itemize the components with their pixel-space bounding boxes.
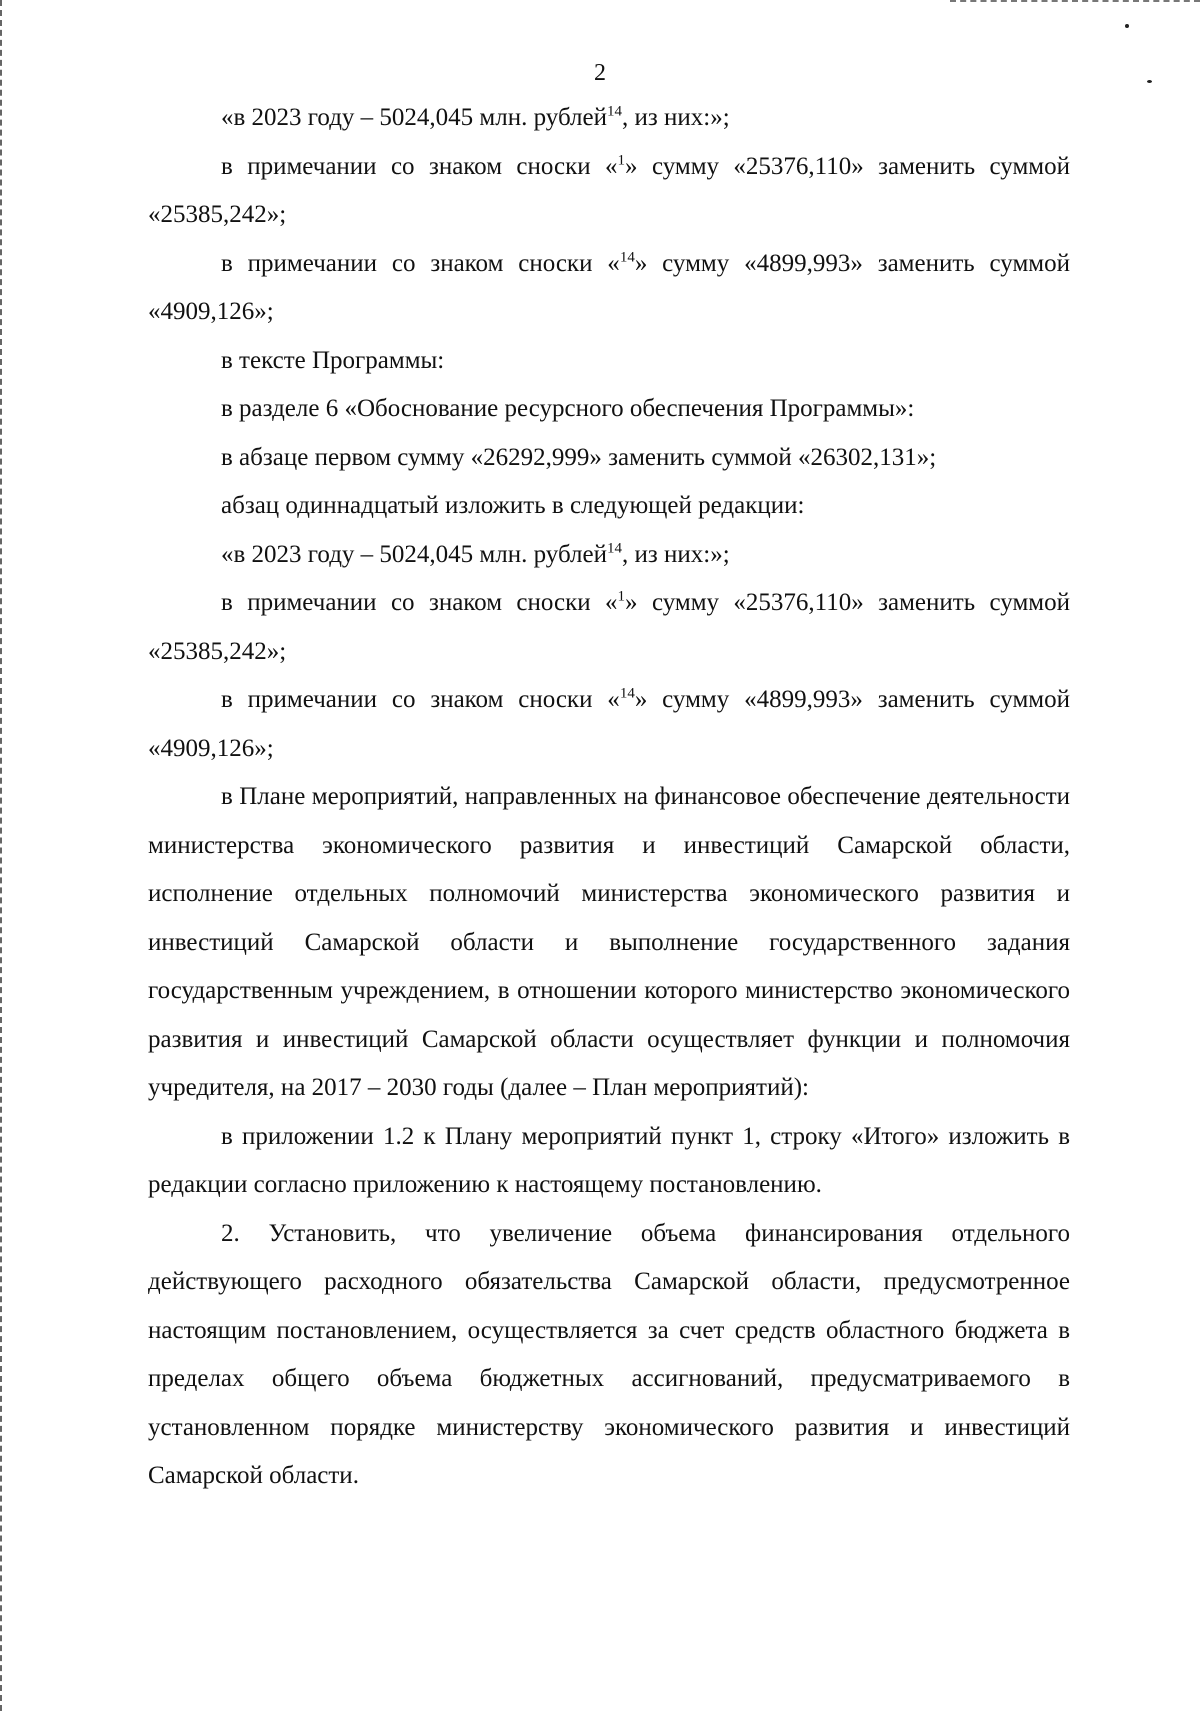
paragraph: абзац одиннадцатый изложить в следующей редакции: [221,492,805,519]
page-number: 2 [594,60,606,86]
scan-speck [1125,24,1129,28]
paragraph: «в 2023 году – 5024,045 млн. рублей$^{14}$, из них:»; [221,540,730,568]
paragraph: в абзаце первом сумму «26292,999» заменить суммой «26302,131»; [221,443,937,471]
paragraph: в приложении 1.2 к Плану мероприятий пункт 1, строку «Итого» изложить в редакции согласно приложению к настоящему постановлению. [148,1122,1070,1198]
scan-left-edge [0,0,5,1711]
paragraph: в примечании со знаком сноски «$^{14}$» сумму «4899,993» заменить суммой «4909,126»; [148,685,1070,762]
paragraph: «в 2023 году – 5024,045 млн. рублей$^{14}$, из них:»; [221,103,730,131]
paragraph: в разделе 6 «Обоснование ресурсного обеспечения Программы»: [221,395,915,422]
paragraph: в примечании со знаком сноски «$^1$» сумму «25376,110» заменить суммой «25385,242»; [148,152,1070,228]
paragraph: в тексте Программы: [221,346,445,374]
paragraph: в примечании со знаком сноски «$^{14}$» сумму «4899,993» заменить суммой «4909,126»; [148,249,1070,325]
document-body [148,94,1070,1501]
paragraph: в Плане мероприятий, направленных на финансовое обеспечение деятельности министерства экономического развития и инвестиций Самарской области, исполнение отдельных полномочий министерства экономического развития и инвестиций Самарской области и выполнение государственного задания государственным учреждением, в отношении которого министерство экономического развития и инвестиций Самарской области осуществляет функции и полномочия учредителя, на 2017 – 2030 годы (далее – План мероприятий): [148,783,1070,1101]
scan-top-edge [950,0,1200,4]
paragraph: 2. Установить, что увеличение объема финансирования отдельного действующего расходного обязательства Самарской области, предусмотренное настоящим постановлением, осуществляется за счет средств областного бюджета в пределах общего объема бюджетных ассигнований, предусматриваемого в установленном порядке министерству экономического развития и инвестиций Самарской области. [148,1219,1070,1489]
paragraph: в примечании со знаком сноски «$^1$» сумму «25376,110» заменить суммой «25385,242»; [148,588,1070,665]
